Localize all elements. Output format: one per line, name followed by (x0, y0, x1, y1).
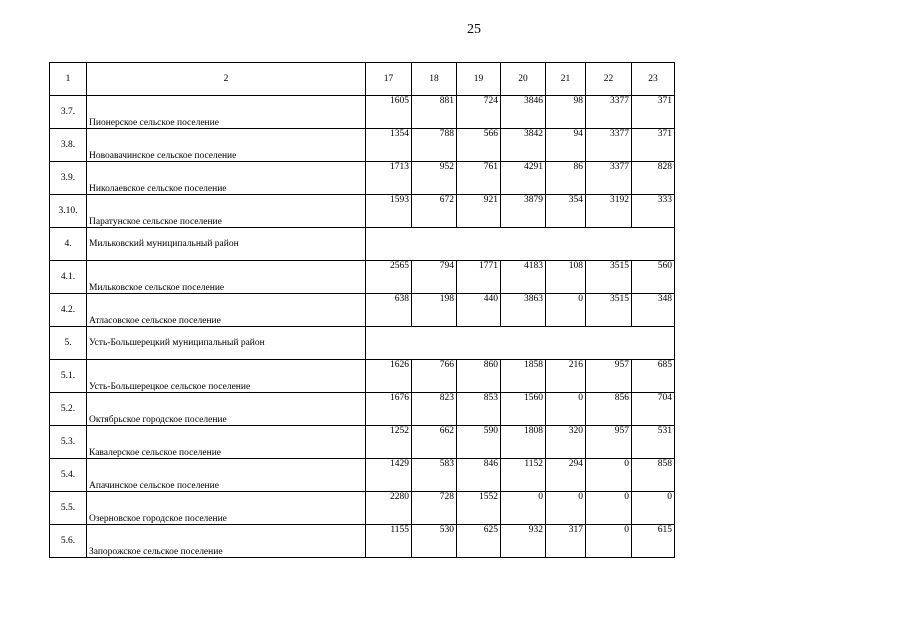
value-cell: 1152 (501, 459, 546, 492)
row-name-cell: Усть-Большерецкий муниципальный район (87, 327, 366, 360)
value-cell: 1155 (366, 525, 412, 558)
row-number-cell: 5.2. (50, 393, 87, 426)
value-cell: 108 (546, 261, 586, 294)
value-cell: 4183 (501, 261, 546, 294)
table-row (50, 261, 675, 294)
header-cell: 20 (501, 63, 546, 96)
value-cell: 0 (586, 492, 632, 525)
value-cell: 371 (632, 96, 675, 129)
row-name-cell: Апачинское сельское поселение (87, 459, 366, 492)
header-row (50, 63, 675, 96)
table-row (50, 294, 675, 327)
value-cell: 1252 (366, 426, 412, 459)
row-name-cell: Паратунское сельское поселение (87, 195, 366, 228)
value-cell: 685 (632, 360, 675, 393)
value-cell: 294 (546, 459, 586, 492)
row-number-cell: 5.5. (50, 492, 87, 525)
value-cell: 583 (412, 459, 457, 492)
value-cell: 858 (632, 459, 675, 492)
table-row (50, 129, 675, 162)
value-cell: 1676 (366, 393, 412, 426)
value-cell: 728 (412, 492, 457, 525)
table-row (50, 393, 675, 426)
value-cell: 0 (586, 459, 632, 492)
row-name-cell: Новоавачинское сельское поселение (87, 129, 366, 162)
row-name-cell: Мильковский муниципальный район (87, 228, 366, 261)
page-number: 25 (467, 22, 481, 37)
row-number-cell: 5.4. (50, 459, 87, 492)
row-name-cell: Запорожское сельское поселение (87, 525, 366, 558)
value-cell: 1858 (501, 360, 546, 393)
value-cell: 0 (501, 492, 546, 525)
value-cell: 3192 (586, 195, 632, 228)
value-cell: 921 (457, 195, 501, 228)
value-cell: 672 (412, 195, 457, 228)
row-name-cell: Мильковское сельское поселение (87, 261, 366, 294)
value-cell: 3515 (586, 294, 632, 327)
table-body (50, 63, 675, 558)
value-cell: 625 (457, 525, 501, 558)
value-cell: 560 (632, 261, 675, 294)
value-cell: 2565 (366, 261, 412, 294)
value-cell: 371 (632, 129, 675, 162)
value-cell: 932 (501, 525, 546, 558)
value-cell: 94 (546, 129, 586, 162)
value-cell: 1771 (457, 261, 501, 294)
table-row (50, 360, 675, 393)
value-cell: 788 (412, 129, 457, 162)
row-number-cell: 4.2. (50, 294, 87, 327)
header-cell: 2 (87, 63, 366, 96)
value-cell: 662 (412, 426, 457, 459)
header-cell: 18 (412, 63, 457, 96)
value-cell: 957 (586, 426, 632, 459)
value-cell: 823 (412, 393, 457, 426)
value-cell: 881 (412, 96, 457, 129)
value-cell: 320 (546, 426, 586, 459)
value-cell: 354 (546, 195, 586, 228)
value-cell: 0 (546, 393, 586, 426)
value-cell: 846 (457, 459, 501, 492)
value-cell: 0 (586, 525, 632, 558)
table-row (50, 525, 675, 558)
value-cell: 853 (457, 393, 501, 426)
value-cell: 566 (457, 129, 501, 162)
value-cell: 828 (632, 162, 675, 195)
header-cell: 19 (457, 63, 501, 96)
row-number-cell: 5. (50, 327, 87, 360)
group-row (50, 228, 675, 261)
row-number-cell: 4. (50, 228, 87, 261)
value-cell: 86 (546, 162, 586, 195)
value-cell: 530 (412, 525, 457, 558)
value-cell: 348 (632, 294, 675, 327)
row-number-cell: 3.7. (50, 96, 87, 129)
row-name-cell: Озерновское городское поселение (87, 492, 366, 525)
row-name-cell: Октябрьское городское поселение (87, 393, 366, 426)
value-cell: 1605 (366, 96, 412, 129)
value-cell: 0 (632, 492, 675, 525)
header-cell: 21 (546, 63, 586, 96)
value-cell: 2280 (366, 492, 412, 525)
header-cell: 23 (632, 63, 675, 96)
row-number-cell: 5.3. (50, 426, 87, 459)
value-cell: 704 (632, 393, 675, 426)
value-cell: 3879 (501, 195, 546, 228)
value-cell: 590 (457, 426, 501, 459)
value-cell: 3846 (501, 96, 546, 129)
row-name-cell: Пионерское сельское поселение (87, 96, 366, 129)
table-row (50, 492, 675, 525)
value-cell: 724 (457, 96, 501, 129)
value-cell: 333 (632, 195, 675, 228)
value-cell: 761 (457, 162, 501, 195)
row-number-cell: 3.8. (50, 129, 87, 162)
group-row (50, 327, 675, 360)
value-cell: 794 (412, 261, 457, 294)
value-cell: 198 (412, 294, 457, 327)
value-cell: 216 (546, 360, 586, 393)
value-cell: 1429 (366, 459, 412, 492)
value-cell: 3377 (586, 96, 632, 129)
value-cell: 3863 (501, 294, 546, 327)
group-empty-cell (366, 228, 675, 261)
value-cell: 860 (457, 360, 501, 393)
table-row (50, 96, 675, 129)
row-number-cell: 5.1. (50, 360, 87, 393)
value-cell: 638 (366, 294, 412, 327)
row-number-cell: 5.6. (50, 525, 87, 558)
row-number-cell: 3.9. (50, 162, 87, 195)
table-row (50, 162, 675, 195)
row-name-cell: Николаевское сельское поселение (87, 162, 366, 195)
value-cell: 1552 (457, 492, 501, 525)
value-cell: 317 (546, 525, 586, 558)
value-cell: 1713 (366, 162, 412, 195)
value-cell: 3842 (501, 129, 546, 162)
header-cell: 22 (586, 63, 632, 96)
row-number-cell: 3.10. (50, 195, 87, 228)
row-name-cell: Атласовское сельское поселение (87, 294, 366, 327)
value-cell: 98 (546, 96, 586, 129)
value-cell: 856 (586, 393, 632, 426)
data-table (49, 62, 675, 558)
value-cell: 0 (546, 492, 586, 525)
group-empty-cell (366, 327, 675, 360)
value-cell: 0 (546, 294, 586, 327)
header-cell: 17 (366, 63, 412, 96)
value-cell: 4291 (501, 162, 546, 195)
value-cell: 3515 (586, 261, 632, 294)
table-row (50, 426, 675, 459)
value-cell: 1626 (366, 360, 412, 393)
row-name-cell: Кавалерское сельское поселение (87, 426, 366, 459)
row-name-cell: Усть-Большерецкое сельское поселение (87, 360, 366, 393)
value-cell: 1808 (501, 426, 546, 459)
value-cell: 1560 (501, 393, 546, 426)
value-cell: 440 (457, 294, 501, 327)
value-cell: 952 (412, 162, 457, 195)
value-cell: 1354 (366, 129, 412, 162)
value-cell: 1593 (366, 195, 412, 228)
value-cell: 766 (412, 360, 457, 393)
table-row (50, 459, 675, 492)
value-cell: 957 (586, 360, 632, 393)
table-row (50, 195, 675, 228)
value-cell: 3377 (586, 129, 632, 162)
row-number-cell: 4.1. (50, 261, 87, 294)
value-cell: 615 (632, 525, 675, 558)
header-cell: 1 (50, 63, 87, 96)
value-cell: 3377 (586, 162, 632, 195)
value-cell: 531 (632, 426, 675, 459)
